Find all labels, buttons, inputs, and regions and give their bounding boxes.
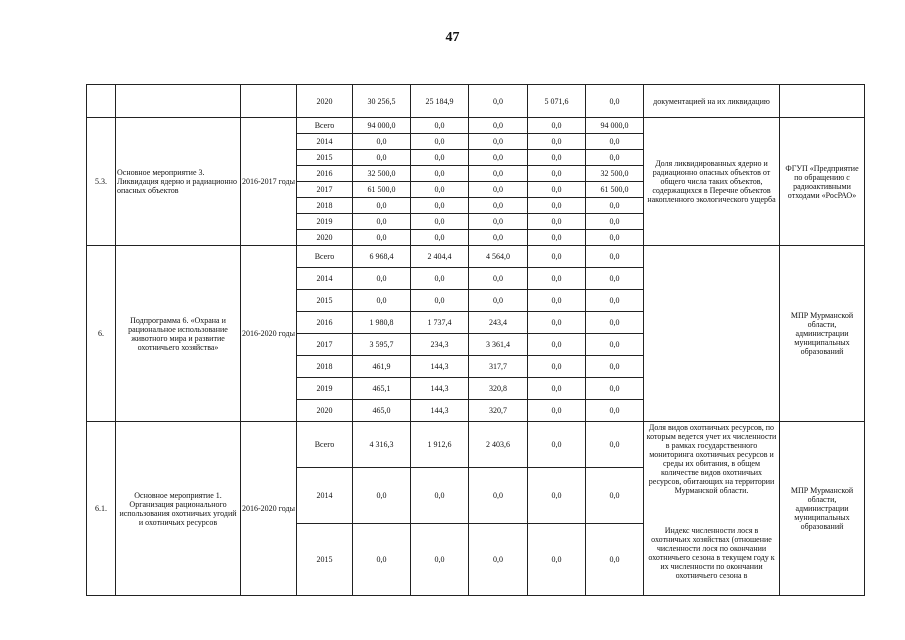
value-cell: 320,7 — [469, 400, 528, 422]
value-cell: 0,0 — [469, 198, 528, 214]
value-cell: 0,0 — [353, 268, 411, 290]
value-cell: 0,0 — [469, 214, 528, 230]
value-cell: 465,1 — [353, 378, 411, 400]
value-cell: 0,0 — [469, 182, 528, 198]
period-cell: 2016-2020 годы — [241, 246, 297, 422]
period-cell: 2016-2017 годы — [241, 118, 297, 246]
value-cell: 144,3 — [411, 356, 469, 378]
value-cell: 4 316,3 — [353, 422, 411, 468]
value-cell: 1 912,6 — [411, 422, 469, 468]
value-cell: 2 403,6 — [469, 422, 528, 468]
activity-name: Основное мероприятие 1. Организация рационального использования охотничьих угодий и охотничьих ресурсов — [116, 422, 241, 596]
value-cell: 0,0 — [586, 378, 644, 400]
value-cell: 317,7 — [469, 356, 528, 378]
value-cell: 0,0 — [528, 230, 586, 246]
value-cell: 461,9 — [353, 356, 411, 378]
value-cell: 0,0 — [411, 166, 469, 182]
value-cell: 0,0 — [411, 118, 469, 134]
indicator-cell: Доля видов охотничьих ресурсов, по которым ведется учет их численности в рамках государственного мониторинга охотничьих ресурсов и среды их обитания, в общем количестве видов охотничьих ресурсов, обитающих на территории Мурманской области. — [644, 422, 780, 524]
value-cell: 0,0 — [528, 214, 586, 230]
value-cell: 0,0 — [411, 182, 469, 198]
value-cell: 0,0 — [528, 378, 586, 400]
value-cell: 3 361,4 — [469, 334, 528, 356]
value-cell: 0,0 — [469, 118, 528, 134]
num-cell — [87, 85, 116, 118]
value-cell: 0,0 — [411, 230, 469, 246]
value-cell: 0,0 — [411, 150, 469, 166]
value-cell: 320,8 — [469, 378, 528, 400]
value-cell: 0,0 — [586, 214, 644, 230]
year-cell: 2018 — [297, 198, 353, 214]
table-row — [87, 118, 865, 134]
value-cell: 0,0 — [469, 524, 528, 596]
executor-cell: ФГУП «Предприятие по обращению с радиоактивными отходами «РосРАО» — [780, 118, 865, 246]
page-number: 47 — [445, 30, 460, 45]
value-cell: 0,0 — [528, 290, 586, 312]
table-row — [87, 85, 865, 118]
value-cell: 0,0 — [528, 150, 586, 166]
table-row — [87, 422, 865, 468]
value-cell: 0,0 — [411, 198, 469, 214]
value-cell: 3 595,7 — [353, 334, 411, 356]
value-cell: 0,0 — [528, 268, 586, 290]
row-number: 5.3. — [87, 118, 116, 246]
year-cell: Всего — [297, 422, 353, 468]
value-cell: 0,0 — [353, 214, 411, 230]
value-cell: 0,0 — [353, 468, 411, 524]
year-cell: 2017 — [297, 334, 353, 356]
value-cell: 32 500,0 — [586, 166, 644, 182]
year-cell: 2016 — [297, 166, 353, 182]
year-cell: 2018 — [297, 356, 353, 378]
value-cell: 0,0 — [469, 230, 528, 246]
value-cell: 0,0 — [528, 312, 586, 334]
value-cell: 4 564,0 — [469, 246, 528, 268]
value-cell: 0,0 — [586, 198, 644, 214]
value-cell: 0,0 — [469, 290, 528, 312]
value-cell: 0,0 — [586, 400, 644, 422]
value-cell: 0,0 — [528, 524, 586, 596]
value-cell: 0,0 — [528, 118, 586, 134]
value-cell: 2 404,4 — [411, 246, 469, 268]
period-cell: 2016-2020 годы — [241, 422, 297, 596]
value-cell: 0,0 — [411, 290, 469, 312]
year-cell: 2015 — [297, 290, 353, 312]
executor-cell: МПР Мурманской области, администрации муниципальных образований — [780, 246, 865, 422]
value-cell: 0,0 — [586, 290, 644, 312]
value-cell: 0,0 — [469, 150, 528, 166]
executor-cell — [780, 85, 865, 118]
year-cell: 2014 — [297, 134, 353, 150]
budget-table — [86, 84, 865, 596]
value-cell: 0,0 — [586, 356, 644, 378]
value-cell: 234,3 — [411, 334, 469, 356]
value-cell: 0,0 — [586, 134, 644, 150]
value-cell: 0,0 — [586, 85, 644, 118]
year-cell: 2014 — [297, 468, 353, 524]
value-cell: 0,0 — [411, 214, 469, 230]
activity-name: Подпрограмма 6. «Охрана и рациональное использование животного мира и развитие охотничьего хозяйства» — [116, 246, 241, 422]
value-cell: 0,0 — [353, 290, 411, 312]
indicator-cell: Доля ликвидированных ядерно и радиационно опасных объектов от общего числа таких объектов, содержащихся в Перечне объектов накопленного экологического ущерба — [644, 118, 780, 246]
value-cell: 0,0 — [353, 198, 411, 214]
value-cell: 0,0 — [353, 134, 411, 150]
value-cell: 6 968,4 — [353, 246, 411, 268]
value-cell: 0,0 — [469, 166, 528, 182]
value-cell: 0,0 — [528, 468, 586, 524]
value-cell: 0,0 — [469, 468, 528, 524]
value-cell: 25 184,9 — [411, 85, 469, 118]
value-cell: 0,0 — [586, 334, 644, 356]
value-cell: 5 071,6 — [528, 85, 586, 118]
value-cell: 0,0 — [528, 400, 586, 422]
year-cell: Всего — [297, 246, 353, 268]
year-cell: 2020 — [297, 400, 353, 422]
value-cell: 0,0 — [586, 230, 644, 246]
value-cell: 0,0 — [528, 198, 586, 214]
year-cell: 2020 — [297, 230, 353, 246]
value-cell: 0,0 — [353, 230, 411, 246]
value-cell: 0,0 — [586, 246, 644, 268]
value-cell: 0,0 — [528, 166, 586, 182]
indicator-cell: документацией на их ликвидацию — [644, 85, 780, 118]
value-cell: 1 737,4 — [411, 312, 469, 334]
value-cell: 0,0 — [528, 246, 586, 268]
value-cell: 32 500,0 — [353, 166, 411, 182]
value-cell: 61 500,0 — [586, 182, 644, 198]
year-cell: 2019 — [297, 378, 353, 400]
indicator-cell: Индекс численности лося в охотничьих хозяйствах (отношение численности лося по окончании охотничьего сезона в текущем году к их численности по окончании охотничьего сезона в — [644, 524, 780, 596]
period-cell — [241, 85, 297, 118]
value-cell: 0,0 — [528, 182, 586, 198]
year-cell: 2019 — [297, 214, 353, 230]
value-cell: 0,0 — [586, 312, 644, 334]
year-cell: 2020 — [297, 85, 353, 118]
value-cell: 0,0 — [528, 134, 586, 150]
activity-name: Основное мероприятие 3. Ликвидация ядерно и радиационно опасных объектов — [116, 118, 241, 246]
value-cell: 61 500,0 — [353, 182, 411, 198]
value-cell: 0,0 — [528, 422, 586, 468]
value-cell: 465,0 — [353, 400, 411, 422]
value-cell: 0,0 — [586, 268, 644, 290]
value-cell: 94 000,0 — [353, 118, 411, 134]
value-cell: 0,0 — [469, 134, 528, 150]
value-cell: 0,0 — [586, 524, 644, 596]
value-cell: 0,0 — [411, 268, 469, 290]
value-cell: 0,0 — [353, 524, 411, 596]
value-cell: 0,0 — [586, 422, 644, 468]
value-cell: 30 256,5 — [353, 85, 411, 118]
value-cell: 144,3 — [411, 400, 469, 422]
year-cell: 2014 — [297, 268, 353, 290]
year-cell: 2016 — [297, 312, 353, 334]
row-number: 6.1. — [87, 422, 116, 596]
value-cell: 0,0 — [528, 334, 586, 356]
value-cell: 0,0 — [586, 468, 644, 524]
table-row — [87, 246, 865, 268]
name-cell — [116, 85, 241, 118]
row-number: 6. — [87, 246, 116, 422]
value-cell: 0,0 — [411, 524, 469, 596]
year-cell: 2015 — [297, 524, 353, 596]
value-cell: 0,0 — [353, 150, 411, 166]
value-cell: 94 000,0 — [586, 118, 644, 134]
value-cell: 0,0 — [469, 85, 528, 118]
executor-cell: МПР Мурманской области, администрации муниципальных образований — [780, 422, 865, 596]
year-cell: 2015 — [297, 150, 353, 166]
value-cell: 0,0 — [411, 468, 469, 524]
value-cell: 1 980,8 — [353, 312, 411, 334]
value-cell: 0,0 — [586, 150, 644, 166]
value-cell: 144,3 — [411, 378, 469, 400]
value-cell: 0,0 — [528, 356, 586, 378]
year-cell: 2017 — [297, 182, 353, 198]
value-cell: 0,0 — [411, 134, 469, 150]
indicator-cell — [644, 246, 780, 422]
value-cell: 243,4 — [469, 312, 528, 334]
year-cell: Всего — [297, 118, 353, 134]
value-cell: 0,0 — [469, 268, 528, 290]
